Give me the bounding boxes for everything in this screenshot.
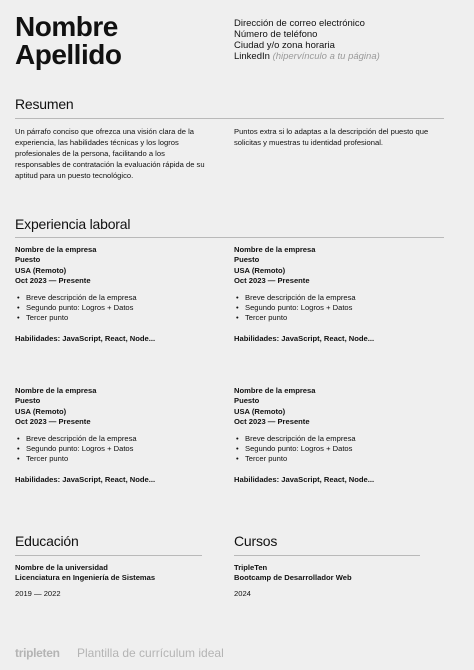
contact-phone: Número de teléfono: [234, 29, 318, 40]
footer-caption: Plantilla de currículum ideal: [77, 646, 224, 660]
job-bullet: • Segundo punto: Logros + Datos: [234, 444, 444, 454]
education-entry: [15, 563, 215, 599]
education-degree: Licenciatura en Ingeniería de Sistemas: [15, 573, 156, 583]
job-position: Puesto: [234, 396, 260, 406]
contact-linkedin[interactable]: [234, 51, 380, 62]
contact-location: Ciudad y/o zona horaria: [234, 40, 335, 51]
job-bullets: [15, 434, 215, 465]
job-dates: Oct 2023 — Presente: [15, 276, 91, 286]
last-name: Apellido: [15, 39, 122, 70]
summary-right-text: Puntos extra si lo adaptas a la descripción del puesto que solicitas y muestras tu identidad profesional.: [234, 127, 429, 147]
courses-divider: [234, 555, 420, 556]
job-location: USA (Remoto): [15, 406, 67, 416]
job-bullet: • Breve descripción de la empresa: [234, 434, 444, 444]
job-bullet: • Segundo punto: Logros + Datos: [234, 303, 444, 313]
job-bullet: • Segundo punto: Logros + Datos: [15, 444, 215, 454]
job-bullet: • Tercer punto: [234, 454, 444, 464]
courses-entry: [234, 563, 434, 599]
job-bullets: [234, 293, 444, 324]
experience-divider: [15, 237, 444, 238]
job-location: USA (Remoto): [15, 265, 67, 275]
course-name: Bootcamp de Desarrollador Web: [234, 573, 352, 583]
job-bullets: [234, 434, 444, 465]
job-bullet: • Segundo punto: Logros + Datos: [15, 303, 215, 313]
job-location: USA (Remoto): [234, 406, 286, 416]
linkedin-label[interactable]: LinkedIn: [234, 51, 270, 62]
job-position: Puesto: [15, 255, 41, 265]
tripleten-logo: tripleten: [15, 646, 60, 660]
job-entry: [15, 245, 215, 344]
education-title: Educación: [15, 533, 79, 549]
job-bullet: • Breve descripción de la empresa: [15, 293, 215, 303]
first-name: Nombre: [15, 11, 118, 42]
job-skills: Habilidades: JavaScript, React, Node...: [15, 474, 156, 484]
job-position: Puesto: [15, 396, 41, 406]
linkedin-hint: (hipervínculo a tu página): [272, 51, 380, 62]
summary-left-text: Un párrafo conciso que ofrezca una visión clara de la experiencia, las habilidades técnicas y los logros profesionales de la persona, facilitando a los responsables de contratación la evaluación rápida de su aptitud para un puesto tecnológico.: [15, 127, 205, 180]
education-dates: 2019 — 2022: [15, 588, 61, 598]
job-bullets: [15, 293, 215, 324]
experience-title: Experiencia laboral: [15, 216, 131, 232]
courses-title: Cursos: [234, 533, 278, 549]
job-skills: Habilidades: JavaScript, React, Node...: [234, 333, 375, 343]
job-skills: Habilidades: JavaScript, React, Node...: [234, 474, 375, 484]
job-bullet: • Tercer punto: [234, 313, 444, 323]
job-company: Nombre de la empresa: [234, 245, 316, 254]
job-dates: Oct 2023 — Presente: [15, 417, 91, 427]
job-dates: Oct 2023 — Presente: [234, 417, 310, 427]
contact-info: [234, 18, 380, 62]
job-bullet: • Tercer punto: [15, 313, 215, 323]
contact-email: Dirección de correo electrónico: [234, 18, 365, 29]
job-company: Nombre de la empresa: [15, 245, 97, 254]
job-company: Nombre de la empresa: [15, 386, 97, 395]
education-school: Nombre de la universidad: [15, 563, 108, 572]
job-skills: Habilidades: JavaScript, React, Node...: [15, 333, 156, 343]
job-location: USA (Remoto): [234, 265, 286, 275]
course-provider: TripleTen: [234, 563, 268, 572]
job-entry: [234, 245, 444, 344]
full-name: [15, 13, 121, 69]
job-position: Puesto: [234, 255, 260, 265]
education-divider: [15, 555, 202, 556]
job-company: Nombre de la empresa: [234, 386, 316, 395]
job-bullet: • Breve descripción de la empresa: [15, 434, 215, 444]
summary-title: Resumen: [15, 96, 74, 112]
course-year: 2024: [234, 588, 251, 598]
job-bullet: • Breve descripción de la empresa: [234, 293, 444, 303]
job-dates: Oct 2023 — Presente: [234, 276, 310, 286]
job-entry: [15, 386, 215, 485]
job-bullet: • Tercer punto: [15, 454, 215, 464]
summary-divider: [15, 118, 444, 119]
job-entry: [234, 386, 444, 485]
